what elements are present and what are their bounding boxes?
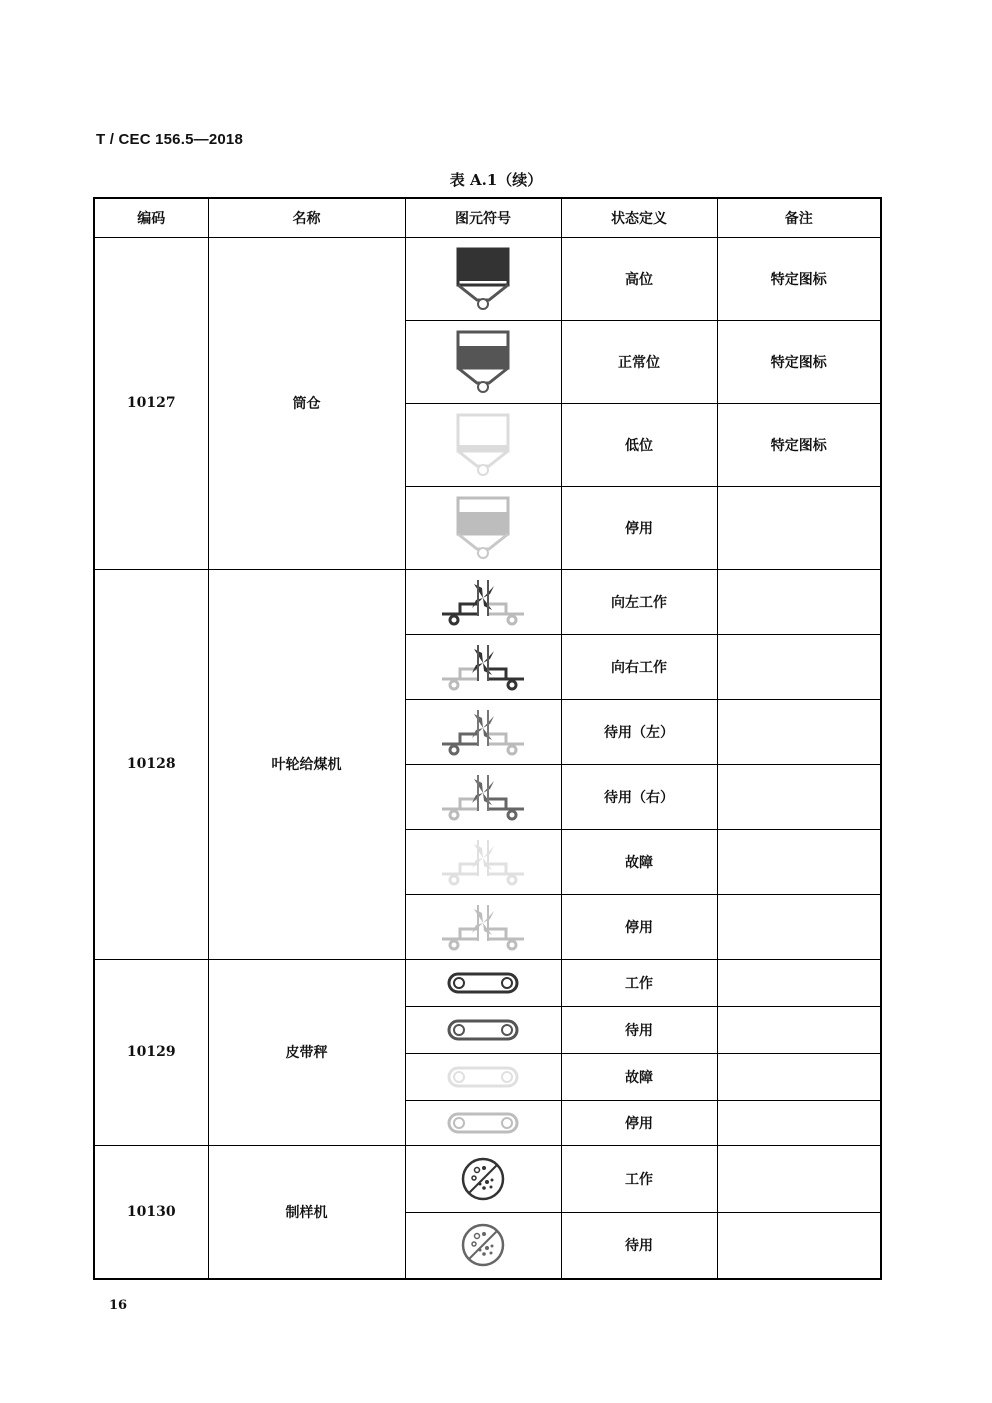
symbol-cell — [405, 634, 561, 699]
note-cell — [717, 486, 881, 569]
item-code: 10129 — [94, 959, 208, 1145]
state-cell: 工作 — [561, 1145, 717, 1212]
belt-scale-fault-icon — [447, 1066, 519, 1088]
note-cell: 特定图标 — [717, 403, 881, 486]
column-header-state: 状态定义 — [561, 198, 717, 237]
impeller-feeder-left-icon — [438, 576, 528, 628]
state-cell: 低位 — [561, 403, 717, 486]
item-name: 叶轮给煤机 — [208, 569, 405, 959]
item-name: 制样机 — [208, 1145, 405, 1279]
symbol-cell — [405, 699, 561, 764]
state-cell: 向右工作 — [561, 634, 717, 699]
belt-scale-standby-icon — [447, 1019, 519, 1041]
symbol-cell — [405, 569, 561, 634]
symbol-cell — [405, 1006, 561, 1053]
state-cell: 工作 — [561, 959, 717, 1006]
column-header-symbol: 图元符号 — [405, 198, 561, 237]
note-cell: 特定图标 — [717, 320, 881, 403]
symbol-cell — [405, 829, 561, 894]
note-cell — [717, 1100, 881, 1145]
note-cell — [717, 1212, 881, 1279]
sample-maker-standby-icon — [460, 1222, 506, 1268]
item-name: 筒仓 — [208, 237, 405, 569]
state-cell: 待用（左） — [561, 699, 717, 764]
state-cell: 停用 — [561, 1100, 717, 1145]
impeller-feeder-fault-icon — [438, 836, 528, 888]
document-code: T / CEC 156.5—2018 — [96, 131, 244, 148]
symbol-cell — [405, 320, 561, 403]
state-cell: 待用 — [561, 1212, 717, 1279]
state-cell: 待用（右） — [561, 764, 717, 829]
silo-normal-icon — [455, 329, 511, 395]
column-header-note: 备注 — [717, 198, 881, 237]
symbol-cell — [405, 486, 561, 569]
note-cell: 特定图标 — [717, 237, 881, 320]
symbol-cell — [405, 237, 561, 320]
symbol-cell — [405, 1145, 561, 1212]
table-row — [94, 959, 881, 1006]
note-cell — [717, 894, 881, 959]
silo-low-icon — [455, 412, 511, 478]
belt-scale-working-icon — [447, 972, 519, 994]
silo-high-icon — [455, 246, 511, 312]
note-cell — [717, 1006, 881, 1053]
table-caption: 表 A.1（续） — [449, 171, 543, 189]
state-cell: 待用 — [561, 1006, 717, 1053]
note-cell — [717, 569, 881, 634]
state-cell: 停用 — [561, 486, 717, 569]
symbol-cell — [405, 403, 561, 486]
page-number: 16 — [109, 1298, 128, 1313]
impeller-feeder-right-icon — [438, 641, 528, 693]
note-cell — [717, 634, 881, 699]
impeller-feeder-stopped-icon — [438, 901, 528, 953]
symbol-cell — [405, 959, 561, 1006]
state-cell: 故障 — [561, 1053, 717, 1100]
symbol-cell — [405, 1100, 561, 1145]
column-header-code: 编码 — [94, 198, 208, 237]
column-header-name: 名称 — [208, 198, 405, 237]
table-row — [94, 1145, 881, 1212]
table-row — [94, 237, 881, 320]
symbol-cell — [405, 764, 561, 829]
note-cell — [717, 699, 881, 764]
state-cell: 故障 — [561, 829, 717, 894]
belt-scale-stopped-icon — [447, 1112, 519, 1134]
sample-maker-working-icon — [460, 1156, 506, 1202]
note-cell — [717, 1053, 881, 1100]
state-cell: 正常位 — [561, 320, 717, 403]
table-header-row — [94, 198, 881, 237]
note-cell — [717, 959, 881, 1006]
item-code: 10130 — [94, 1145, 208, 1279]
item-code: 10127 — [94, 237, 208, 569]
table-row — [94, 569, 881, 634]
item-code: 10128 — [94, 569, 208, 959]
state-cell: 向左工作 — [561, 569, 717, 634]
symbol-cell — [405, 1053, 561, 1100]
impeller-feeder-standby-right-icon — [438, 771, 528, 823]
item-name: 皮带秤 — [208, 959, 405, 1145]
state-cell: 高位 — [561, 237, 717, 320]
impeller-feeder-standby-left-icon — [438, 706, 528, 758]
symbol-table — [93, 197, 882, 1280]
silo-stopped-icon — [455, 495, 511, 561]
note-cell — [717, 764, 881, 829]
symbol-cell — [405, 1212, 561, 1279]
state-cell: 停用 — [561, 894, 717, 959]
note-cell — [717, 829, 881, 894]
symbol-cell — [405, 894, 561, 959]
note-cell — [717, 1145, 881, 1212]
